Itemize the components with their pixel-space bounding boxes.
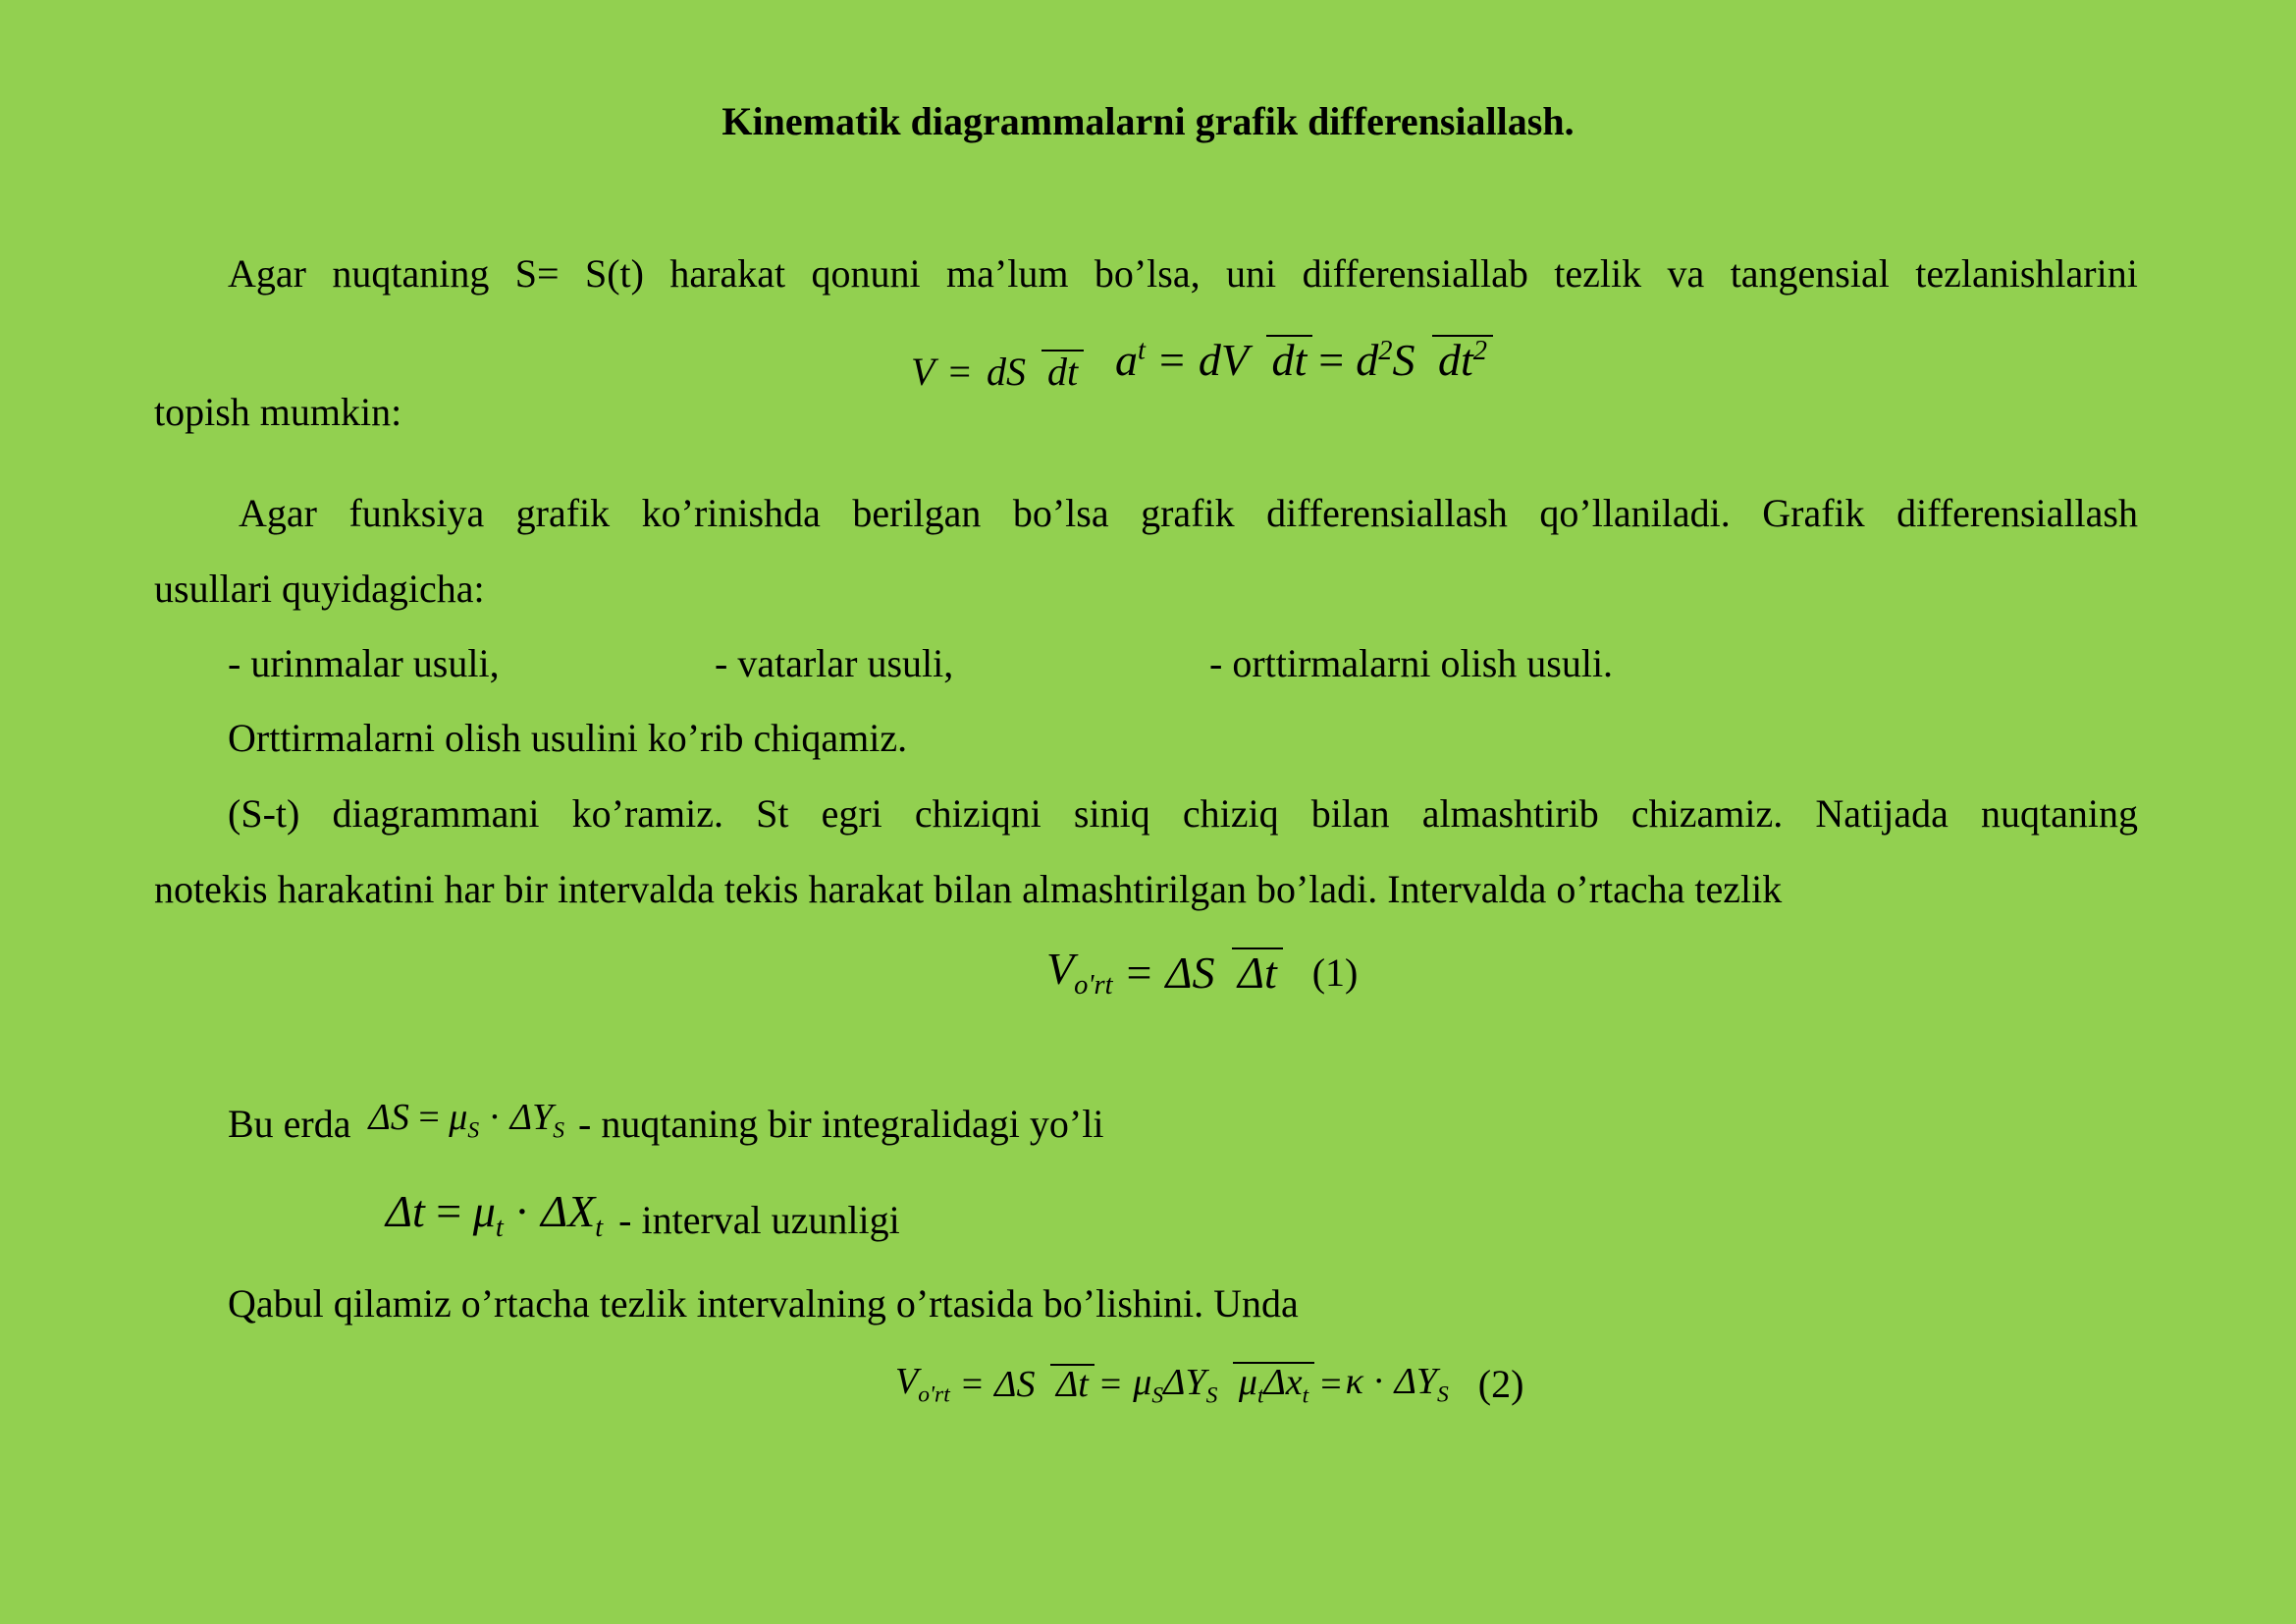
word: St	[756, 791, 789, 836]
equals-sign: =	[1126, 947, 1152, 998]
word: qo’llaniladi.	[1539, 491, 1731, 535]
paragraph-4-line-2: notekis harakatini har bir intervalda tekis harakat bilan almashtirilgan bo’ladi. Intervalda o’rtacha tezlik	[154, 867, 1783, 911]
equation-number: (1)	[1311, 949, 1359, 995]
fraction-d2s-dt2	[1350, 334, 1493, 386]
word: diagrammani	[332, 791, 540, 836]
fraction-numerator: $d^2S$	[1356, 335, 1415, 385]
word: bo’lsa	[1012, 491, 1109, 535]
velocity-formula	[911, 349, 1084, 395]
intro-text: Bu erda	[228, 1101, 351, 1146]
average-velocity-symbol: $V_{o'rt}$	[895, 1361, 950, 1408]
fraction-numerator: ΔS	[1165, 947, 1215, 998]
paragraph-1-line-1	[228, 250, 2138, 298]
fraction-denominator: Δt	[1050, 1364, 1095, 1405]
equals-sign: =	[1158, 335, 1185, 385]
word: S(t)	[584, 251, 644, 296]
equals-sign: =	[961, 1363, 984, 1405]
word: qonuni	[811, 251, 921, 296]
word: (S-t)	[228, 791, 300, 836]
word: Grafik	[1762, 491, 1865, 535]
fraction-deltas-deltat	[1159, 947, 1282, 999]
word: ma’lum	[946, 251, 1069, 296]
fraction-numerator: $\mu_S\Delta Y_S$	[1133, 1361, 1218, 1409]
equals-sign: =	[948, 350, 971, 394]
word: va	[1667, 251, 1705, 296]
equals-sign: =	[1099, 1363, 1122, 1405]
paragraph-3: Orttirmalarni olish usulini ko’rib chiqamiz.	[228, 716, 908, 760]
equals-sign: =	[1318, 335, 1345, 385]
word: siniq	[1073, 791, 1150, 836]
word: tangensial	[1730, 251, 1890, 296]
average-velocity-symbol: $V_{o'rt}$	[1046, 944, 1113, 1001]
paragraph-1-line-2: topish mumkin:	[154, 390, 402, 434]
fraction-denominator: dt	[1266, 335, 1313, 384]
page-title: Kinematik diagrammalarni grafik differensiallash.	[721, 99, 1575, 143]
word: ko’rinishda	[641, 491, 821, 535]
acceleration-formula	[1115, 334, 1493, 386]
velocity-symbol: V	[911, 350, 935, 394]
word: chiziqni	[914, 791, 1041, 836]
fraction-denominator: $\mu_t\Delta x_t$	[1233, 1362, 1314, 1408]
fraction-deltas-deltat	[988, 1363, 1095, 1406]
word: uni	[1226, 251, 1277, 296]
fraction-mu-scales	[1127, 1361, 1314, 1408]
word: funksiya	[348, 491, 485, 535]
method-item-3: - orttirmalarni olish usuli.	[1209, 641, 1614, 685]
paragraph-2-line-2: usullari quyidagicha:	[154, 567, 485, 611]
fraction-dv-dt	[1193, 334, 1312, 386]
fraction-denominator: Δt	[1232, 947, 1283, 997]
word: almashtirib	[1421, 791, 1599, 836]
word: grafik	[1141, 491, 1235, 535]
word: differensiallab	[1302, 251, 1528, 296]
acceleration-symbol: $a^t$	[1115, 335, 1146, 385]
fraction-numerator: dV	[1198, 335, 1249, 385]
word: egri	[821, 791, 882, 836]
fraction-numerator: dS	[987, 350, 1026, 394]
delta-t-equation: $\Delta t = \mu_t \cdot \Delta X_t$	[386, 1186, 604, 1244]
word: tezlanishlarini	[1915, 251, 2138, 296]
fraction-denominator: dt	[1041, 350, 1084, 393]
paragraph-4-line-1	[228, 790, 2138, 838]
delta-s-description: - nuqtaning bir integralidagi yo’li	[578, 1101, 1104, 1146]
word: harakat	[669, 251, 786, 296]
delta-t-description: - interval uzunligi	[618, 1197, 900, 1242]
word: chiziq	[1182, 791, 1279, 836]
word: grafik	[515, 491, 611, 535]
word: chizamiz.	[1630, 791, 1784, 836]
delta-s-equation: $\Delta S = \mu_S \cdot \Delta Y_S$	[368, 1097, 564, 1144]
paragraph-2-line-1	[239, 490, 2138, 537]
equation-number: (2)	[1477, 1362, 1524, 1407]
word: Agar	[228, 251, 306, 296]
word: nuqtaning	[332, 251, 490, 296]
word: tezlik	[1554, 251, 1642, 296]
word: nuqtaning	[1981, 791, 2138, 836]
equals-sign: =	[1320, 1363, 1342, 1405]
word: bilan	[1310, 791, 1390, 836]
word: ko’ramiz.	[571, 791, 723, 836]
equation-2	[895, 1360, 1523, 1409]
fraction-ds-dt	[981, 349, 1084, 395]
fraction-denominator: $dt^2$	[1432, 335, 1493, 385]
delta-s-definition	[228, 1094, 1103, 1155]
method-item-2: - vatarlar usuli,	[715, 641, 954, 685]
kappa-term: $\kappa \cdot \Delta Y_S$	[1345, 1361, 1449, 1408]
method-item-1: - urinmalar usuli,	[228, 641, 500, 685]
fraction-numerator: ΔS	[994, 1363, 1036, 1405]
word: differensiallash	[1266, 491, 1508, 535]
delta-t-definition	[386, 1188, 900, 1252]
equation-1	[1046, 943, 1358, 1001]
word: differensiallash	[1896, 491, 2138, 535]
word: S=	[514, 251, 560, 296]
word: Natijada	[1815, 791, 1949, 836]
paragraph-5: Qabul qilamiz o’rtacha tezlik intervalning o’rtasida bo’lishini. Unda	[228, 1281, 1299, 1326]
word: Agar	[239, 491, 317, 535]
word: berilgan	[852, 491, 982, 535]
word: bo’lsa,	[1094, 251, 1201, 296]
